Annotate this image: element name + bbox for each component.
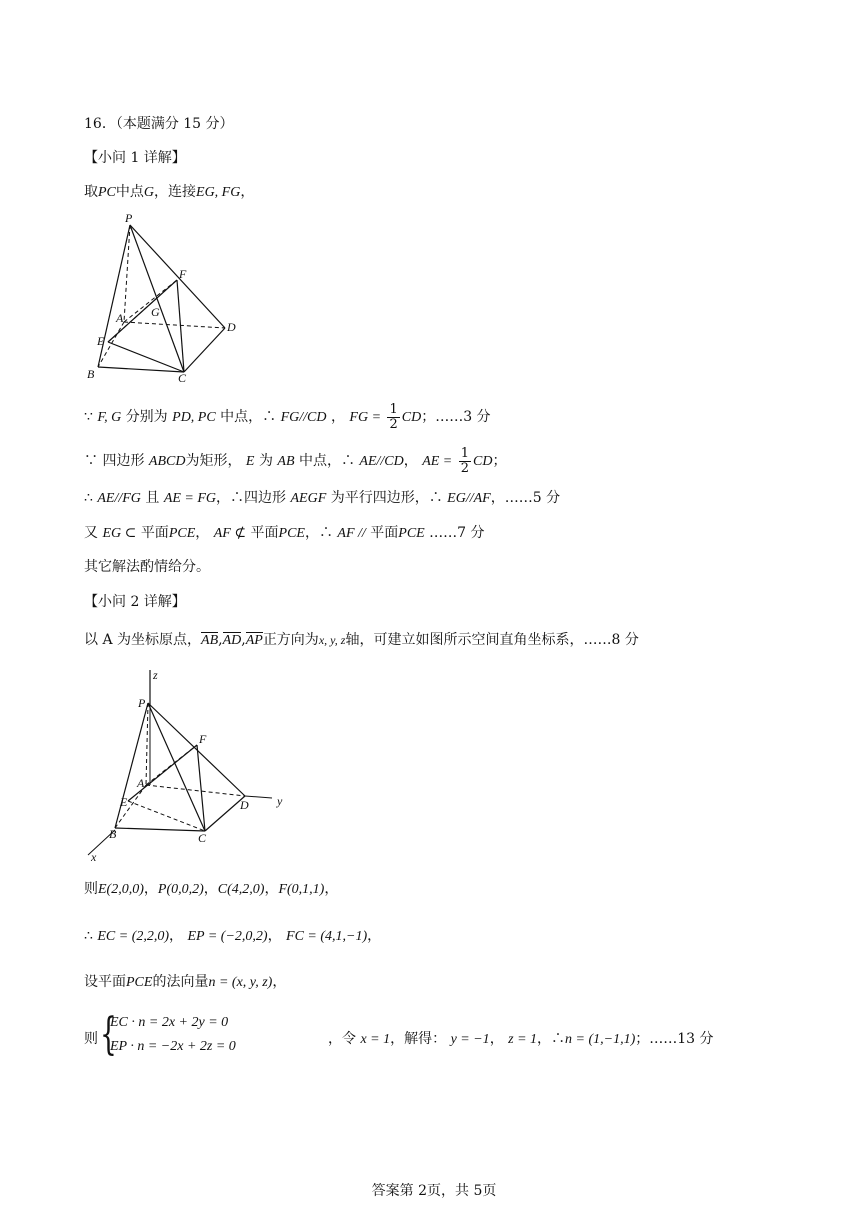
equation-1: EC · n = 2x + 2y = 0 [110, 1015, 229, 1030]
label-E: E [120, 795, 128, 809]
text: ……7 分 [429, 525, 485, 541]
text: 为平行四边形，∴ [330, 490, 443, 506]
text: , [218, 632, 223, 648]
text: ，解得： [390, 1031, 447, 1047]
math: AF ⊄ [213, 526, 247, 541]
math: E(2,0,0) [98, 882, 144, 897]
text: 轴，可建立如图所示空间直角坐标系，……8 分 [345, 632, 639, 648]
text: 则 [84, 881, 98, 897]
part2-intro [84, 630, 639, 650]
text: ， [195, 525, 210, 541]
text: , [241, 632, 246, 648]
label-B: B [109, 827, 117, 841]
text: 分别为 [125, 409, 168, 425]
text: 以 A 为坐标原点， [84, 632, 202, 648]
denominator: 2 [460, 460, 469, 476]
text: ，∴ [304, 525, 333, 541]
math: PCE [168, 526, 196, 541]
math: AE//CD [359, 454, 404, 469]
text: ； [492, 453, 507, 469]
text: ， [272, 974, 287, 990]
text: ， [367, 928, 382, 944]
text: ∵ 四边形 [84, 453, 145, 469]
label-P: P [138, 696, 146, 710]
text: 则 [84, 1031, 98, 1047]
label-E: E [97, 334, 105, 348]
part1-line3 [84, 488, 560, 509]
vector-AP: AP [245, 633, 263, 648]
text: 的法向量 [152, 974, 209, 990]
math: EG, FG [196, 185, 241, 200]
text: ，……5 分 [490, 490, 561, 506]
math: EG//AF [447, 491, 491, 506]
math: AE//FG [97, 491, 141, 506]
label-A: A [116, 311, 124, 325]
math: x, y, z [318, 633, 346, 647]
math: P(0,0,2) [157, 882, 204, 897]
label-F: F [179, 267, 187, 281]
part1-title: 【小问 1 详解】 [84, 150, 186, 166]
text: 平面 [250, 525, 279, 541]
math: n = (1,−1,1) [565, 1032, 636, 1047]
text: 又 [84, 525, 98, 541]
text: ， [264, 881, 279, 897]
part1-line5: 其它解法酌情给分。 [84, 559, 210, 575]
math: AE = FG [163, 491, 217, 506]
math: EC = (2,2,0) [97, 929, 170, 944]
math: z = 1 [508, 1032, 538, 1047]
numerator: 1 [460, 445, 469, 461]
math: CD [401, 410, 422, 425]
part2-title: 【小问 2 详解】 [84, 594, 186, 610]
text: ∴ [84, 928, 93, 944]
text: ；……3 分 [421, 409, 491, 425]
text: ， [403, 453, 418, 469]
math: E [245, 454, 255, 469]
text: ， [143, 881, 158, 897]
numerator: 1 [389, 401, 398, 417]
text: ，∴ [537, 1031, 566, 1047]
math: AF // [337, 526, 366, 541]
label-C: C [178, 371, 187, 385]
equation-2: EP · n = −2x + 2z = 0 [110, 1039, 236, 1054]
math: FG//CD [280, 410, 327, 425]
math: AEGF [290, 491, 327, 506]
label-A: A [137, 776, 145, 790]
text: ， [324, 881, 339, 897]
label-G: G [151, 305, 160, 319]
math: y = −1 [450, 1032, 490, 1047]
text: 设平面 [84, 974, 126, 990]
vector-AB: AB [201, 633, 219, 648]
math: AE = [422, 454, 453, 469]
text: ，∴四边形 [216, 490, 287, 506]
label-D: D [227, 320, 236, 334]
math: PCE [398, 526, 425, 541]
problem-header: 16．（本题满分 15 分） [84, 116, 234, 132]
text: ， [489, 1031, 504, 1047]
text: 为 [258, 453, 273, 469]
math: ABCD [148, 454, 186, 469]
text: 平面 [140, 525, 169, 541]
part1-line4 [84, 523, 485, 544]
label-x: x [91, 850, 97, 864]
part1-intro [84, 182, 254, 203]
denominator: 2 [389, 416, 398, 432]
math: G [143, 185, 155, 200]
label-P: P [125, 211, 133, 225]
text: 取 [84, 184, 98, 200]
label-B: B [87, 367, 95, 381]
part1-line2 [84, 446, 506, 477]
text: ， [267, 928, 282, 944]
math: F, G [97, 410, 122, 425]
math: PD, PC [172, 410, 216, 425]
brace: { [100, 1009, 117, 1060]
label-y: y [277, 794, 283, 808]
text: 正方向为 [262, 632, 319, 648]
math: EP = (−2,0,2) [187, 929, 268, 944]
text: 为矩形， [185, 453, 242, 469]
math: PCE [126, 975, 153, 990]
text: ∵ [84, 409, 93, 425]
text: 中点 [115, 184, 144, 200]
math: FG = [349, 410, 382, 425]
fraction [387, 403, 399, 432]
vector-AD: AD [222, 633, 242, 648]
text: ；……13 分 [635, 1031, 714, 1047]
figure-1-pyramid [80, 210, 250, 385]
math: CD [473, 454, 493, 469]
text: 中点，∴ [298, 453, 355, 469]
label-C: C [198, 831, 207, 845]
math: x = 1 [360, 1032, 391, 1047]
label-D: D [240, 798, 249, 812]
math: F(0,1,1) [278, 882, 325, 897]
label-F: F [199, 732, 207, 746]
label-z: z [153, 668, 158, 682]
text: ， [169, 928, 184, 944]
text: ， [330, 409, 345, 425]
part1-line1 [84, 402, 491, 433]
math: FC = (4,1,−1) [286, 929, 368, 944]
text: ， [240, 184, 255, 200]
math: n = (x, y, z) [208, 975, 273, 990]
math: PCE [278, 526, 305, 541]
text: 平面 [370, 525, 399, 541]
math: PC [98, 185, 116, 200]
text: ，令 [328, 1031, 356, 1047]
text: ，连接 [154, 184, 197, 200]
text: 中点，∴ [220, 409, 277, 425]
text: ， [203, 881, 218, 897]
figure-2-coordinate-pyramid [80, 665, 300, 865]
page-footer: 答案第 2页，共 5页 [371, 1183, 497, 1199]
part2-vectors [84, 926, 381, 947]
text: 且 [145, 490, 160, 506]
text: ∴ [84, 490, 93, 506]
part2-coords [84, 879, 338, 900]
fraction [459, 447, 471, 476]
solution [328, 1028, 714, 1048]
math: C(4,2,0) [217, 882, 265, 897]
part2-normal [84, 972, 286, 993]
math: AB [277, 454, 295, 469]
math: EG ⊂ [102, 526, 137, 541]
